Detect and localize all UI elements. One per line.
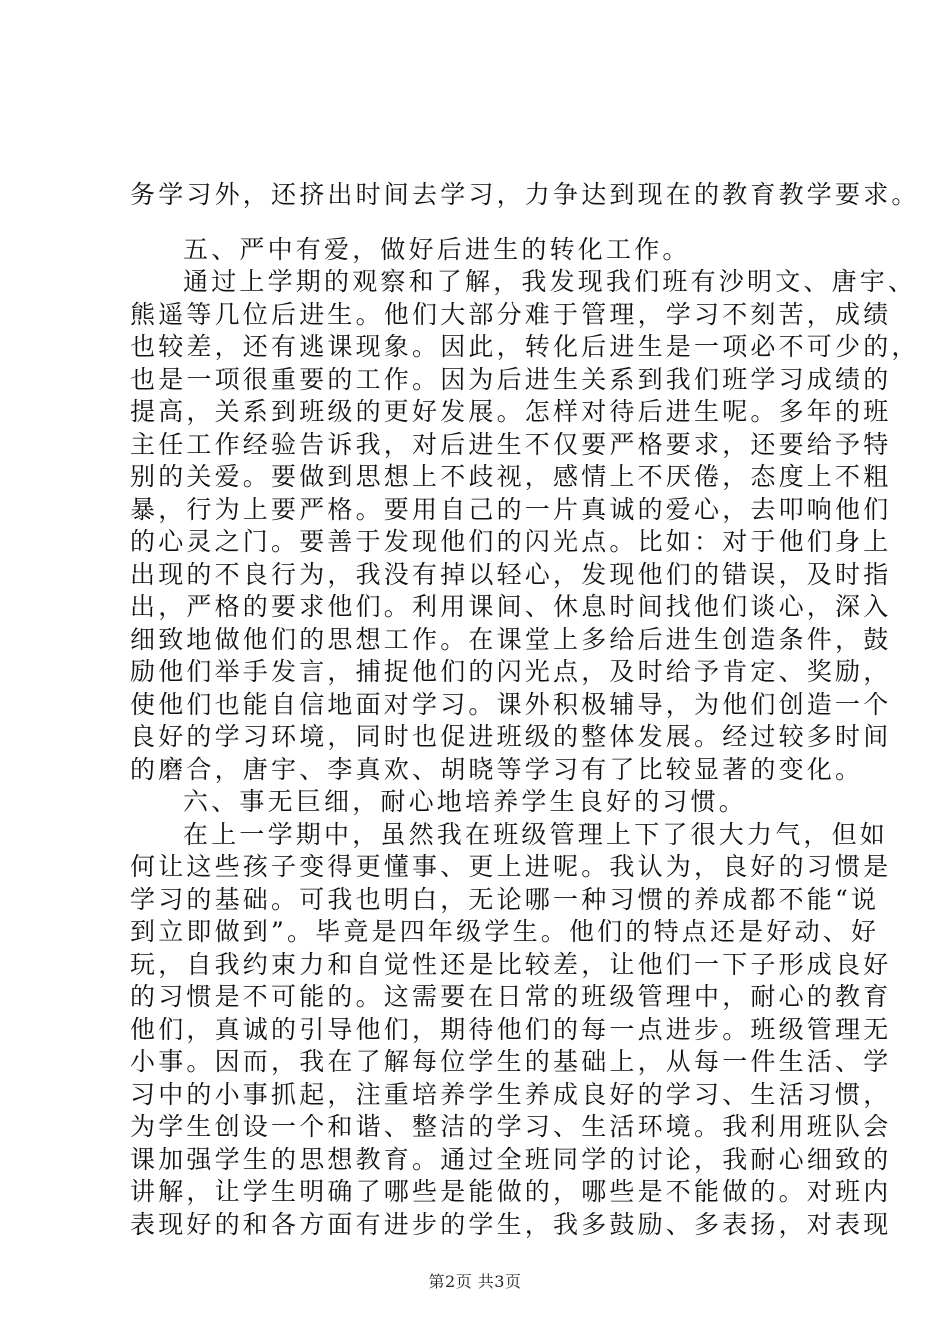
body-text-line: 为学生创设一个和谐、整洁的学习、生活环境。我利用班队会 [130, 1112, 892, 1141]
body-text-line: 玩，自我约束力和自觉性还是比较差，让他们一下子形成良好 [130, 949, 892, 979]
body-text-line: 小事。因而，我在了解每位学生的基础上，从每一件生活、学 [130, 1047, 892, 1076]
body-text-line: 细致地做他们的思想工作。在课堂上多给后进生创造条件，鼓 [130, 624, 892, 654]
body-text-line: 的习惯是不可能的。这需要在日常的班级管理中，耐心的教育 [130, 982, 892, 1011]
body-text-line: 出现的不良行为，我没有掉以轻心，发现他们的错误，及时指 [130, 559, 892, 589]
body-text-line: 他们，真诚的引导他们，期待他们的每一点进步。班级管理无 [130, 1014, 892, 1044]
body-text-line: 良好的学习环境，同时也促进班级的整体发展。经过较多时间 [130, 722, 892, 751]
body-text-line: 别的关爱。要做到思想上不歧视，感情上不厌倦，态度上不粗 [130, 462, 892, 491]
body-text-line: 在上一学期中，虽然我在班级管理上下了很大力气，但如 [183, 819, 889, 849]
body-text-line: 也是一项很重要的工作。因为后进生关系到我们班学习成绩的 [130, 364, 892, 394]
body-text-line: 主任工作经验告诉我，对后进生不仅要严格要求，还要给予特 [130, 429, 892, 459]
body-text-line: 表现好的和各方面有进步的学生，我多鼓励、多表扬，对表现 [130, 1209, 892, 1239]
body-text-line: 提高，关系到班级的更好发展。怎样对待后进生呢。多年的班 [130, 397, 892, 426]
body-text-line: 熊遥等几位后进生。他们大部分难于管理，学习不刻苦，成绩 [130, 299, 892, 329]
body-text-line: 通过上学期的观察和了解，我发现我们班有沙明文、唐宇、 [183, 267, 917, 296]
body-text-line: 也较差，还有逃课现象。因此，转化后进生是一项必不可少的， [130, 332, 920, 361]
body-text-line: 暴，行为上要严格。要用自己的一片真诚的爱心，去叩响他们 [130, 494, 892, 524]
section-heading: 五、严中有爱，做好后进生的转化工作。 [183, 234, 691, 264]
body-text-line: 励他们举手发言，捕捉他们的闪光点，及时给予肯定、奖励， [130, 657, 892, 686]
body-text-line: 讲解，让学生明确了哪些是能做的，哪些是不能做的。对班内 [130, 1177, 892, 1206]
body-text-line: 习中的小事抓起，注重培养学生养成良好的学习、生活习惯， [130, 1079, 892, 1109]
body-text-line: 的心灵之门。要善于发现他们的闪光点。比如：对于他们身上 [130, 527, 892, 556]
body-text-line: 出，严格的要求他们。利用课间、休息时间找他们谈心，深入 [130, 592, 892, 621]
body-text-line: 的磨合，唐宇、李真欢、胡晓等学习有了比较显著的变化。 [130, 754, 864, 784]
section-heading: 六、事无巨细，耐心地培养学生良好的习惯。 [183, 787, 748, 816]
body-text-line: 何让这些孩子变得更懂事、更上进呢。我认为，良好的习惯是 [130, 852, 892, 881]
body-text-line: 到立即做到”。毕竟是四年级学生。他们的特点还是好动、好 [130, 917, 880, 946]
body-text-line: 学习的基础。可我也明白，无论哪一种习惯的养成都不能“说 [130, 884, 880, 914]
page-number-footer: 第2页 共3页 [428, 1272, 522, 1291]
body-text-line: 务学习外，还挤出时间去学习，力争达到现在的教育教学要求。 [130, 180, 920, 209]
body-text-line: 课加强学生的思想教育。通过全班同学的讨论，我耐心细致的 [130, 1144, 892, 1174]
body-text-line: 使他们也能自信地面对学习。课外积极辅导，为他们创造一个 [130, 689, 892, 719]
